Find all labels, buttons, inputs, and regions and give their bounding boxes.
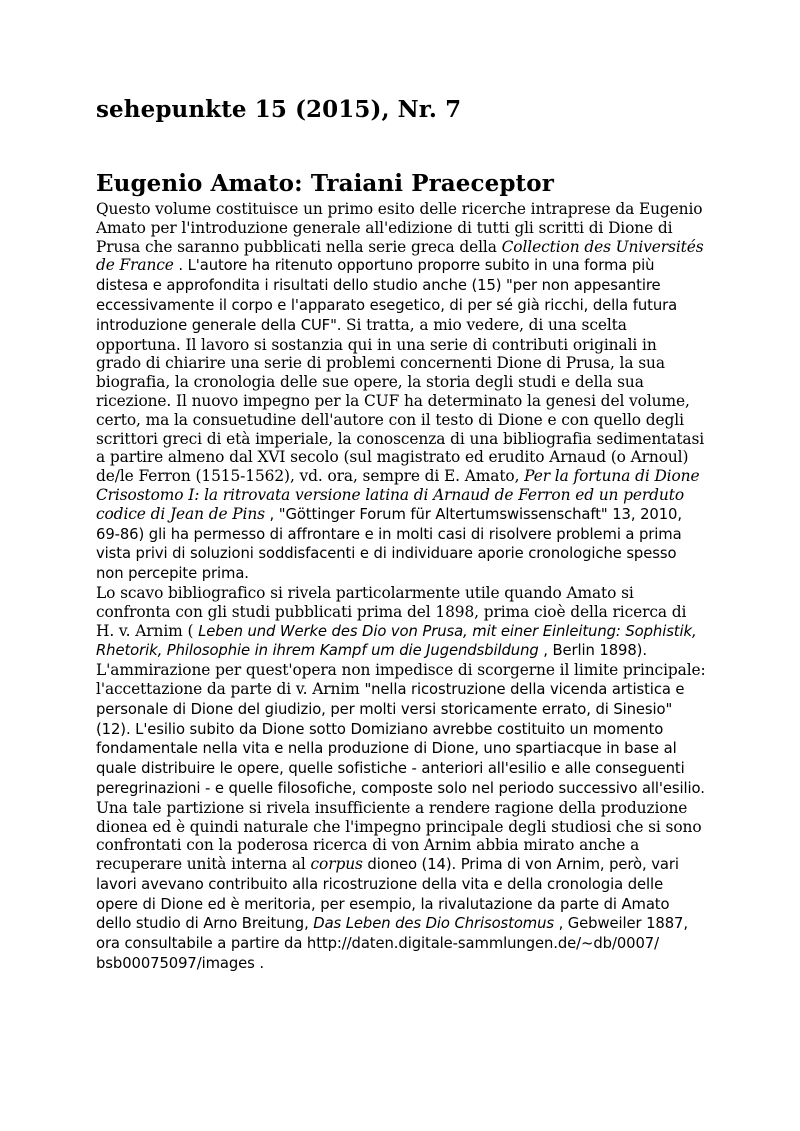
text-run: Si tratta, a mio vedere, di una scelta opportuna. Il lavoro si sostanzia qui in una serie di contributi originali in grado di chiarire una serie di problemi concernenti Dione di Prusa, la sua biografia, la cronologia delle sue opere, la storia degli studi e della sua ricezione. Il nuovo impegno per la CUF ha determinato la genesi del volume, certo, ma la consuetudine dell'autore con il testo di Dione e con quello degli scrittori greci di età imperiale, la conoscenza di una bibliografia sedimentatasi a partire almeno dal XVI secolo (sul magistrato ed erudito Arnaud (o Arnoul) de/le Ferron (1515-1562), vd. ora, sempre di E. Amato, bbox=[96, 315, 705, 486]
text-run: , "Göttinger Forum für Altertumswissenschaft" 13, 2010, 69-86) gli ha permesso di affrontare e in molti casi di risolvere problemi a prima vista privi di soluzioni soddisfacenti e di individuare aporie cronologiche spesso non percepite prima. bbox=[96, 505, 682, 583]
text-run: dioneo (14). Prima di von Arnim, però, vari lavori avevano contribuito alla ricostruzione della vita e della cronologia delle opere di Dione ed è meritoria, per esempio, la rivalutazione da parte di Amato dello studio di Arno Breitung, bbox=[96, 856, 679, 933]
body-paragraph bbox=[96, 799, 706, 974]
italic-text: Das Leben des Dio Chrisostomus bbox=[313, 915, 554, 933]
review-body bbox=[96, 200, 706, 974]
text-run: Questo volume costituisce un primo esito delle ricerche intraprese da Eugenio Amato per l'introduzione generale all'edizione di tutti gli scritti di Dione di Prusa che saranno pubblicati nella serie greca della bbox=[96, 200, 703, 256]
italic-text: Per la fortuna di Dione Crisostomo I: la ritrovata versione latina di Arnaud de Ferron ed un perduto codice di Jean de Pins bbox=[96, 467, 700, 523]
italic-text: Collection des Universités de France bbox=[96, 237, 704, 275]
text-run: . L'autore ha ritenuto opportuno proporre subito in una forma più distesa e approfondita i risultati dello studio anche (15) "per non appesantire eccessivamente il corpo e l'apparato esegetico, di per sé già ricchi, della futura introduzione generale della CUF". bbox=[96, 257, 678, 334]
text-run: "nella ricostruzione della vicenda artistica e personale di Dione del giudizio, per molti versi storicamente errato, di Sinesio" (12). L'esilio subito da Dione sotto Domiziano avrebbe costituito un momento fondamentale nella vita e nella produzione di Dione, uno spartiacque in base al quale distribuire le opere, quelle sofistiche - anteriori all'esilio e alle conseguenti peregrinazioni - e quelle filosofiche, composte solo nel periodo successivo all'esilio. bbox=[96, 680, 705, 797]
text-run: L'ammirazione per quest'opera non impedisce di scorgerne il limite principale: l'accettazione da parte di v. Arnim bbox=[96, 661, 706, 698]
text-run: Una tale partizione si rivela insufficiente a rendere ragione della produzione dionea ed è quindi naturale che l'impegno principale degli studiosi che si sono confrontati con la poderosa ricerca di von Arnim abbia mirato anche a recuperare unità interna al bbox=[96, 798, 702, 874]
text-run: Lo scavo bibliografico si rivela particolarmente utile quando Amato si confronta con gli studi pubblicati prima del 1898, prima cioè della ricerca di H. v. Arnim ( bbox=[96, 583, 687, 640]
journal-issue-heading: sehepunkte 15 (2015), Nr. 7 bbox=[96, 96, 462, 123]
italic-text: Leben und Werke des Dio von Prusa, mit einer Einleitung: Sophistik, Rhetorik, Philosophie in ihrem Kampf um die Jugendsbildung bbox=[96, 622, 697, 660]
text-run: , Gebweiler 1887, ora consultabile a partire da http://daten.digitale-sammlungen.de/~db/0007/ bsb00075097/images . bbox=[96, 915, 688, 973]
body-paragraph bbox=[96, 584, 706, 799]
text-run: , Berlin 1898). bbox=[538, 642, 647, 660]
body-paragraph bbox=[96, 200, 706, 584]
italic-text: corpus bbox=[310, 855, 363, 874]
review-page bbox=[96, 92, 706, 974]
review-title: Eugenio Amato: Traiani Praeceptor bbox=[96, 170, 554, 197]
